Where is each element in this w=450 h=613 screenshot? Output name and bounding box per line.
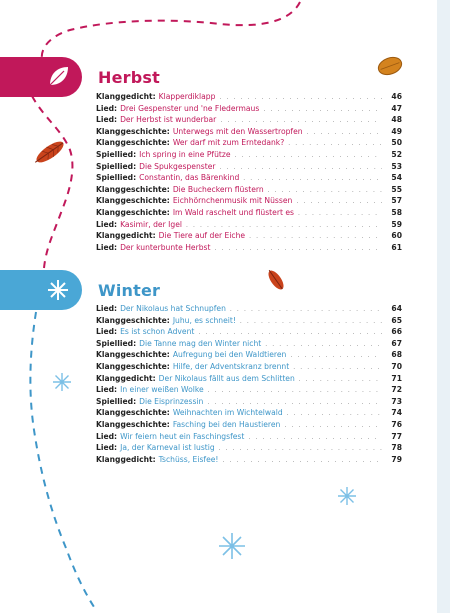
entry-page-number: 67 bbox=[391, 338, 402, 348]
entry-page-number: 46 bbox=[391, 92, 402, 101]
autumn-leaf-icon bbox=[376, 54, 404, 77]
entry-page-number: 47 bbox=[391, 103, 402, 113]
dot-leader bbox=[293, 362, 382, 374]
dot-leader bbox=[307, 127, 382, 139]
entry-page-number: 59 bbox=[391, 219, 402, 229]
entry-colon: : bbox=[114, 115, 118, 125]
entry-title: Kasimir, der Igel bbox=[120, 219, 182, 229]
entry-kind: Spiellied bbox=[96, 149, 134, 159]
entry-page-number: 68 bbox=[391, 350, 402, 360]
toc-entry[interactable] bbox=[96, 184, 402, 196]
entry-kind: Spiellied bbox=[96, 173, 134, 183]
dot-leader bbox=[249, 231, 382, 243]
entry-title: Die Tiere auf der Eiche bbox=[158, 231, 246, 241]
toc-entry[interactable] bbox=[96, 431, 402, 443]
entry-title: Fasching bei den Haustieren bbox=[172, 419, 281, 429]
entry-kind: Klanggeschichte bbox=[96, 138, 167, 148]
entry-kind: Klanggedicht bbox=[96, 454, 153, 464]
entry-page-number: 65 bbox=[391, 315, 402, 325]
entry-kind: Lied bbox=[96, 115, 115, 125]
dot-leader bbox=[248, 432, 382, 444]
toc-entry[interactable] bbox=[96, 326, 402, 338]
entry-title: Juhu, es schneit! bbox=[172, 315, 236, 325]
entry-title: Ja, der Karneval ist lustig bbox=[120, 443, 215, 453]
entry-kind: Lied bbox=[96, 103, 115, 113]
entry-title: Wer darf mit zum Erntedank? bbox=[172, 138, 285, 148]
toc-entry[interactable] bbox=[96, 242, 402, 254]
dot-leader bbox=[298, 208, 382, 220]
dot-leader bbox=[299, 374, 382, 386]
toc-list-winter bbox=[96, 303, 402, 465]
tab-herbst bbox=[0, 57, 82, 97]
dot-leader bbox=[235, 150, 382, 162]
entry-colon: : bbox=[166, 350, 170, 360]
snowflake-icon bbox=[338, 487, 356, 505]
entry-title: Der Herbst ist wunderbar bbox=[120, 115, 217, 125]
toc-entry[interactable] bbox=[96, 361, 402, 373]
toc-entry[interactable] bbox=[96, 384, 402, 396]
entry-colon: : bbox=[114, 431, 118, 441]
entry-title: Aufregung bei den Waldtieren bbox=[172, 350, 287, 360]
toc-entry[interactable] bbox=[96, 230, 402, 242]
toc-list-herbst bbox=[96, 91, 402, 253]
entry-colon: : bbox=[114, 304, 118, 313]
dot-leader bbox=[240, 316, 382, 328]
entry-colon: : bbox=[166, 361, 170, 371]
entry-title: Es ist schon Advent bbox=[120, 327, 195, 337]
toc-entry[interactable] bbox=[96, 349, 402, 361]
entry-kind: Klanggeschichte bbox=[96, 419, 167, 429]
entry-page-number: 71 bbox=[391, 373, 402, 383]
entry-kind: Lied bbox=[96, 327, 115, 337]
entry-kind: Klanggeschichte bbox=[96, 408, 167, 418]
entry-kind: Spiellied bbox=[96, 338, 134, 348]
entry-kind: Lied bbox=[96, 242, 115, 252]
tab-winter bbox=[0, 270, 82, 310]
entry-colon: : bbox=[166, 419, 170, 429]
entry-title: In einer weißen Wolke bbox=[120, 385, 204, 395]
entry-kind: Klanggedicht bbox=[96, 92, 153, 101]
entry-colon: : bbox=[152, 454, 156, 464]
entry-title: Weihnachten im Wichtelwald bbox=[172, 408, 283, 418]
dashed-path-line bbox=[32, 96, 72, 268]
entry-colon: : bbox=[114, 103, 118, 113]
entry-title: Constantin, das Bärenkind bbox=[139, 173, 240, 183]
entry-page-number: 72 bbox=[391, 385, 402, 395]
entry-page-number: 70 bbox=[391, 361, 402, 371]
entry-page-number: 48 bbox=[391, 115, 402, 125]
entry-kind: Lied bbox=[96, 219, 115, 229]
entry-title: Die Eisprinzessin bbox=[139, 396, 204, 406]
entry-kind: Lied bbox=[96, 304, 115, 313]
entry-kind: Klanggeschichte bbox=[96, 207, 167, 217]
entry-page-number: 50 bbox=[391, 138, 402, 148]
toc-entry[interactable] bbox=[96, 114, 402, 126]
entry-title: Die Tanne mag den Winter nicht bbox=[139, 338, 262, 348]
entry-kind: Klanggedicht bbox=[96, 231, 153, 241]
entry-kind: Klanggeschichte bbox=[96, 350, 167, 360]
entry-page-number: 76 bbox=[391, 419, 402, 429]
entry-title: Der Nikolaus fällt aus dem Schlitten bbox=[158, 373, 295, 383]
entry-colon: : bbox=[133, 396, 137, 406]
entry-page-number: 73 bbox=[391, 396, 402, 406]
entry-title: Unterwegs mit den Wassertropfen bbox=[172, 126, 303, 136]
feather-leaf-icon bbox=[32, 138, 67, 167]
toc-entry[interactable] bbox=[96, 195, 402, 207]
toc-entry[interactable] bbox=[96, 91, 402, 103]
entry-page-number: 53 bbox=[391, 161, 402, 171]
dot-leader bbox=[296, 196, 382, 208]
entry-page-number: 60 bbox=[391, 231, 402, 241]
entry-page-number: 52 bbox=[391, 149, 402, 159]
dot-leader bbox=[288, 138, 382, 150]
entry-page-number: 66 bbox=[391, 327, 402, 337]
toc-entry[interactable] bbox=[96, 137, 402, 149]
entry-kind: Lied bbox=[96, 431, 115, 441]
snowflake-icon bbox=[44, 276, 72, 304]
entry-title: Tschüss, Eisfee! bbox=[158, 454, 219, 464]
entry-title: Hilfe, der Adventskranz brennt bbox=[172, 361, 290, 371]
dot-leader bbox=[290, 350, 382, 362]
toc-entry[interactable] bbox=[96, 207, 402, 219]
entry-colon: : bbox=[133, 173, 137, 183]
feather-leaf-icon bbox=[265, 267, 286, 292]
entry-colon: : bbox=[166, 138, 170, 148]
entry-page-number: 55 bbox=[391, 184, 402, 194]
dashed-path-line bbox=[42, 2, 300, 60]
dot-leader bbox=[222, 455, 382, 467]
toc-entry[interactable] bbox=[96, 149, 402, 161]
entry-title: Wir feiern heut ein Faschingsfest bbox=[120, 431, 245, 441]
dot-leader bbox=[287, 408, 382, 420]
section-title-herbst: Herbst bbox=[98, 68, 160, 87]
entry-title: Im Wald raschelt und flüstert es bbox=[172, 207, 294, 217]
section-title-winter: Winter bbox=[98, 281, 161, 300]
entry-colon: : bbox=[114, 327, 118, 337]
entry-page-number: 78 bbox=[391, 443, 402, 453]
entry-colon: : bbox=[166, 207, 170, 217]
dot-leader bbox=[230, 304, 382, 316]
dot-leader bbox=[208, 385, 382, 397]
dot-leader bbox=[263, 104, 382, 116]
entry-page-number: 54 bbox=[391, 173, 402, 183]
entry-kind: Klanggedicht bbox=[96, 373, 153, 383]
entry-colon: : bbox=[166, 315, 170, 325]
toc-entry[interactable] bbox=[96, 303, 402, 315]
entry-page-number: 74 bbox=[391, 408, 402, 418]
leaf-icon bbox=[44, 63, 72, 91]
entry-kind: Lied bbox=[96, 443, 115, 453]
entry-title: Eichhörnchenmusik mit Nüssen bbox=[172, 196, 293, 206]
toc-entry[interactable] bbox=[96, 396, 402, 408]
toc-entry[interactable] bbox=[96, 419, 402, 431]
entry-kind: Klanggeschichte bbox=[96, 315, 167, 325]
entry-title: Ich spring in eine Pfütze bbox=[139, 149, 231, 159]
entry-page-number: 64 bbox=[391, 304, 402, 313]
entry-kind: Lied bbox=[96, 385, 115, 395]
entry-title: Der kunterbunte Herbst bbox=[120, 242, 211, 252]
entry-kind: Klanggeschichte bbox=[96, 126, 167, 136]
entry-title: Drei Gespenster und 'ne Fledermaus bbox=[120, 103, 260, 113]
entry-colon: : bbox=[166, 408, 170, 418]
entry-colon: : bbox=[114, 443, 118, 453]
entry-colon: : bbox=[133, 161, 137, 171]
entry-kind: Klanggeschichte bbox=[96, 361, 167, 371]
dashed-path-line bbox=[30, 312, 96, 610]
toc-entry[interactable] bbox=[96, 373, 402, 385]
entry-colon: : bbox=[152, 373, 156, 383]
entry-kind: Spiellied bbox=[96, 161, 134, 171]
toc-entry[interactable] bbox=[96, 126, 402, 138]
entry-page-number: 58 bbox=[391, 207, 402, 217]
entry-kind: Klanggeschichte bbox=[96, 184, 167, 194]
entry-colon: : bbox=[152, 231, 156, 241]
entry-kind: Spiellied bbox=[96, 396, 134, 406]
entry-title: Der Nikolaus hat Schnupfen bbox=[120, 304, 226, 313]
entry-colon: : bbox=[166, 184, 170, 194]
entry-title: Die Spukgespenster bbox=[139, 161, 216, 171]
entry-page-number: 57 bbox=[391, 196, 402, 206]
entry-kind: Klanggeschichte bbox=[96, 196, 167, 206]
toc-entry[interactable] bbox=[96, 103, 402, 115]
entry-title: Klapperdiklapp bbox=[158, 92, 216, 101]
entry-page-number: 61 bbox=[391, 242, 402, 252]
entry-colon: : bbox=[166, 126, 170, 136]
dot-leader bbox=[220, 162, 383, 174]
entry-colon: : bbox=[114, 242, 118, 252]
entry-colon: : bbox=[152, 92, 156, 101]
entry-page-number: 49 bbox=[391, 126, 402, 136]
entry-colon: : bbox=[133, 149, 137, 159]
toc-entry[interactable] bbox=[96, 442, 402, 454]
entry-colon: : bbox=[166, 196, 170, 206]
snowflake-icon bbox=[219, 533, 245, 559]
snowflake-icon bbox=[53, 373, 71, 391]
dot-leader bbox=[243, 173, 382, 185]
dot-leader bbox=[219, 443, 382, 455]
toc-entry[interactable] bbox=[96, 338, 402, 350]
dot-leader bbox=[214, 243, 382, 255]
toc-entry[interactable] bbox=[96, 161, 402, 173]
toc-entry[interactable] bbox=[96, 219, 402, 231]
entry-colon: : bbox=[114, 219, 118, 229]
toc-entry[interactable] bbox=[96, 454, 402, 466]
entry-colon: : bbox=[133, 338, 137, 348]
toc-entry[interactable] bbox=[96, 315, 402, 327]
entry-colon: : bbox=[114, 385, 118, 395]
entry-title: Die Bucheckern flüstern bbox=[172, 184, 264, 194]
entry-page-number: 77 bbox=[391, 431, 402, 441]
dot-leader bbox=[284, 420, 382, 432]
entry-page-number: 79 bbox=[391, 454, 402, 464]
toc-entry[interactable] bbox=[96, 407, 402, 419]
toc-entry[interactable] bbox=[96, 172, 402, 184]
